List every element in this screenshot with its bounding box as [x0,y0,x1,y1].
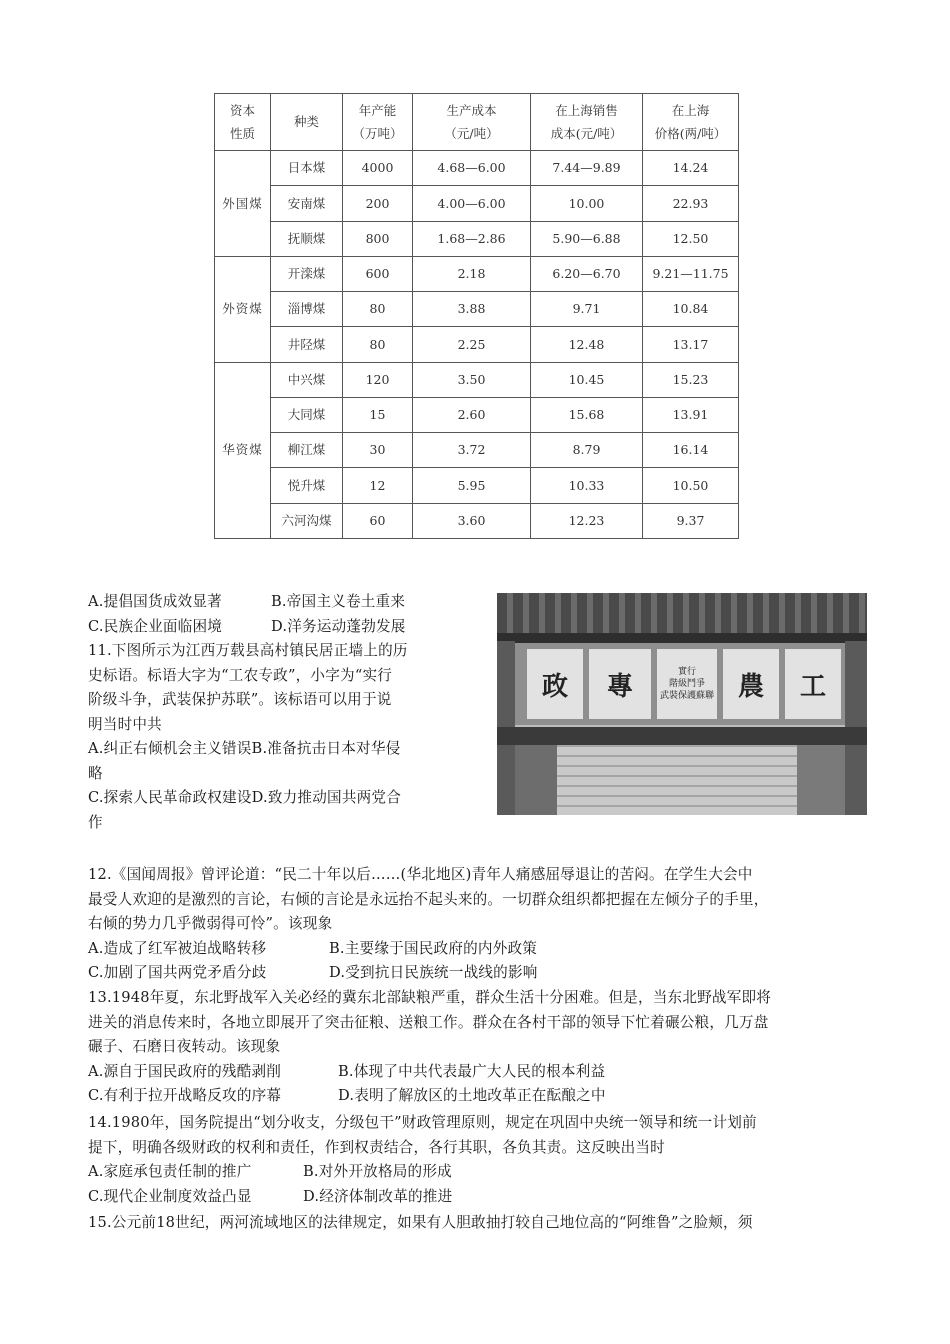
table-cell: 15.23 [643,362,739,397]
header-cost: 生产成本 （元/吨） [413,94,531,151]
slogan-panel: 專 [589,649,651,719]
option-a[interactable]: A.源自于国民政府的残酷剥削 [88,1062,282,1080]
table-cell: 22.93 [643,186,739,221]
option-b-continued: 略 [88,764,103,782]
question-12-stem: 最受人欢迎的是激烈的言论，右倾的言论是永远抬不起头来的。一切群众组织都把握在左倾分子的手里， [88,890,769,908]
table-cell: 4.68—6.00 [413,151,531,186]
question-12 [88,863,769,986]
question-11-stem: 史标语。标语大字为“工农专政”，小字为“实行 [88,666,393,684]
option-b[interactable]: B.对外开放格局的形成 [303,1163,452,1180]
table-cell: 2.25 [413,327,531,362]
table-row [215,362,739,397]
option-d[interactable]: D.洋务运动蓬勃发展 [271,617,406,635]
table-row [215,503,739,538]
option-d-continued: 作 [88,813,103,831]
table-cell: 80 [343,327,413,362]
table-cell: 9.71 [531,292,643,327]
option-b[interactable]: B.主要缘于国民政府的内外政策 [329,939,538,957]
table-cell: 200 [343,186,413,221]
table-row [215,397,739,432]
question-14 [88,1111,757,1209]
brick-wall [557,745,797,815]
table-row [215,151,739,186]
question-11-stem: 11.下图所示为江西万载县高村镇民居正墙上的历 [88,642,408,659]
question-12-stem: 12.《国闻周报》曾评论道：“民二十年以后……(华北地区)青年人痛感屈辱退让的苦闷。在学生大会中 [88,866,753,883]
option-a[interactable]: A.家庭承包责任制的推广 [88,1163,252,1180]
question-11-stem: 明当时中共 [88,715,162,733]
table-cell: 12.50 [643,221,739,256]
table-cell: 3.50 [413,362,531,397]
option-c[interactable]: C.有利于拉开战略反攻的序幕 [88,1087,282,1104]
header-type: 种类 [271,94,343,151]
option-d[interactable]: D.致力推动国共两党合 [251,789,401,806]
slogan-panel: 工 [785,649,841,719]
table-cell: 600 [343,256,413,291]
table-cell: 开滦煤 [271,256,343,291]
table-cell: 六河沟煤 [271,503,343,538]
table-row [215,468,739,503]
table-cell: 大同煤 [271,397,343,432]
option-a[interactable]: A.纠正右倾机会主义错误 [88,740,252,757]
table-cell: 120 [343,362,413,397]
group-label: 外资煤 [215,256,271,362]
table-cell: 10.84 [643,292,739,327]
group-label: 外国煤 [215,151,271,257]
table-cell: 10.00 [531,186,643,221]
question-13-stem: 13.1948年夏，东北野战军入关必经的冀东北部缺粮严重，群众生活十分困难。但是，当东北野战军即将 [88,989,772,1006]
table-cell: 15 [343,397,413,432]
table-cell: 6.20—6.70 [531,256,643,291]
table-cell: 抚顺煤 [271,221,343,256]
slogan-photo [497,593,867,815]
table-cell: 5.90—6.88 [531,221,643,256]
option-d[interactable]: D.受到抗日民族统一战线的影响 [329,964,538,981]
table-cell: 14.24 [643,151,739,186]
question-12-stem: 右倾的势力几乎微弱得可怜”。该现象 [88,915,333,932]
table-cell: 10.50 [643,468,739,503]
option-c[interactable]: C.民族企业面临困境 [88,617,223,635]
table-cell: 3.88 [413,292,531,327]
header-capacity: 年产能 （万吨） [343,94,413,151]
table-cell: 16.14 [643,433,739,468]
question-11 [88,639,473,835]
table-cell: 井陉煤 [271,327,343,362]
question-13 [88,986,771,1109]
question-14-stem: 提下，明确各级财政的权利和责任，作到权责结合，各行其职，各负其责。这反映出当时 [88,1138,665,1156]
table-cell: 9.21—11.75 [643,256,739,291]
table-cell: 2.18 [413,256,531,291]
table-cell: 悦升煤 [271,468,343,503]
table-cell: 4000 [343,151,413,186]
option-d[interactable]: D.经济体制改革的推进 [303,1187,453,1205]
table-cell: 5.95 [413,468,531,503]
table-row [215,327,739,362]
table-cell: 800 [343,221,413,256]
option-b[interactable]: B.体现了中共代表最广大人民的根本利益 [338,1062,606,1080]
table-cell: 10.33 [531,468,643,503]
table-cell: 12 [343,468,413,503]
option-d[interactable]: D.表明了解放区的土地改革正在酝酿之中 [338,1087,606,1104]
table-cell: 15.68 [531,397,643,432]
table-cell: 13.91 [643,397,739,432]
table-cell: 10.45 [531,362,643,397]
group-label: 华资煤 [215,362,271,538]
header-shanghai-price: 在上海 价格(两/吨） [643,94,739,151]
slogan-panel-small-text: 實行 階級鬥爭 武裝保護蘇聯 [657,649,717,719]
question-10-options [88,590,406,639]
table-cell: 13.17 [643,327,739,362]
table-cell: 1.68—2.86 [413,221,531,256]
slogan-panel: 農 [723,649,779,719]
table-cell: 中兴煤 [271,362,343,397]
question-13-stem: 碾子、石磨日夜转动。该现象 [88,1038,281,1055]
coal-data-table [214,93,739,539]
option-a[interactable]: A.造成了红军被迫战略转移 [88,939,267,957]
header-shanghai-cost: 在上海销售 成本(元/吨） [531,94,643,151]
table-row [215,433,739,468]
option-b[interactable]: B.准备抗击日本对华侵 [251,740,401,757]
table-cell: 7.44—9.89 [531,151,643,186]
table-row [215,292,739,327]
option-b[interactable]: B.帝国主义卷土重来 [271,593,406,610]
question-15-stem: 15.公元前18世纪，两河流域地区的法律规定，如果有人胆敢抽打较自己地位高的“阿维鲁”之脸颊，须 [88,1214,753,1231]
question-15 [88,1211,753,1236]
table-cell: 8.79 [531,433,643,468]
table-cell: 2.60 [413,397,531,432]
table-cell: 3.72 [413,433,531,468]
option-c[interactable]: C.现代企业制度效益凸显 [88,1187,252,1205]
table-cell: 60 [343,503,413,538]
question-14-stem: 14.1980年，国务院提出“划分收支，分级包干”财政管理原则，规定在巩固中央统一领导和统一计划前 [88,1114,757,1131]
table-cell: 30 [343,433,413,468]
question-13-stem: 进关的消息传来时，各地立即展开了突击征粮、送粮工作。群众在各村干部的领导下忙着碾公粮，几万盘 [88,1013,769,1031]
table-cell: 淄博煤 [271,292,343,327]
option-a[interactable]: A.提倡国货成效显著 [88,593,222,610]
table-row [215,186,739,221]
table-cell: 80 [343,292,413,327]
table-cell: 4.00—6.00 [413,186,531,221]
table-cell: 9.37 [643,503,739,538]
table-cell: 日本煤 [271,151,343,186]
header-capital: 资本 性质 [215,94,271,151]
table-row [215,256,739,291]
slogan-panel: 政 [527,649,583,719]
table-header-row [215,94,739,151]
table-cell: 3.60 [413,503,531,538]
table-cell: 12.48 [531,327,643,362]
table-cell: 柳江煤 [271,433,343,468]
question-11-stem: 阶级斗争，武装保护苏联”。该标语可以用于说 [88,691,392,708]
option-c[interactable]: C.加剧了国共两党矛盾分歧 [88,964,267,981]
table-cell: 安南煤 [271,186,343,221]
option-c[interactable]: C.探索人民革命政权建设 [88,789,252,806]
table-cell: 12.23 [531,503,643,538]
table-row [215,221,739,256]
